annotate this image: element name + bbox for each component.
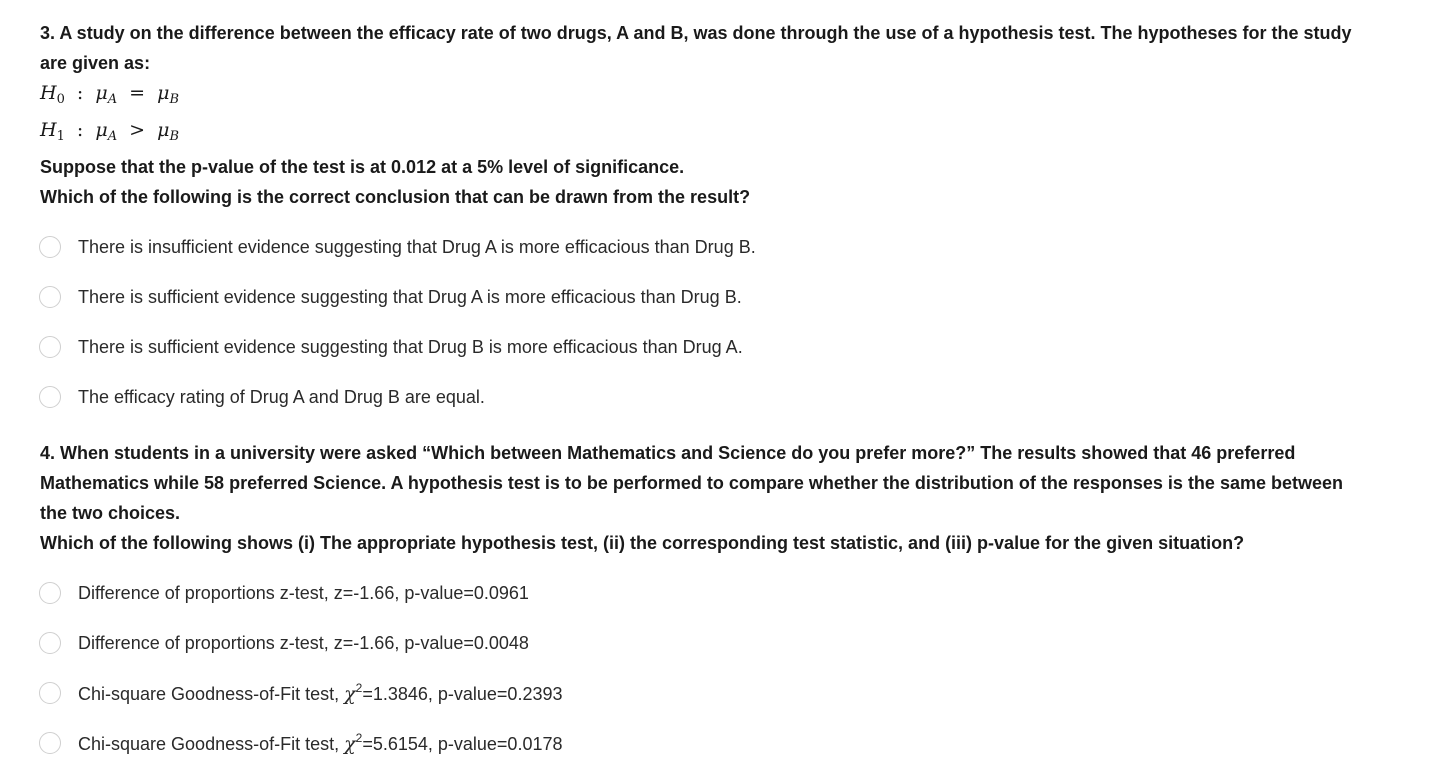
chi-symbol: χ <box>344 733 356 755</box>
question-3 <box>40 18 1435 422</box>
option-text-rest: =5.6154, p-value=0.0178 <box>362 734 563 754</box>
option-text-rest: =1.3846, p-value=0.2393 <box>362 684 563 704</box>
question-4-text-line-1: 4. When students in a university were asked “Which between Mathematics and Science do you prefer more?” The results showed that 46 preferred <box>40 443 1296 463</box>
option-text: Difference of proportions z-test, z=-1.66, p-value=0.0048 <box>78 632 529 653</box>
h1-rhs: μ <box>157 119 170 141</box>
radio-button[interactable] <box>39 682 61 704</box>
option-label <box>78 681 562 705</box>
h1-lhs-subscript: A <box>107 129 118 144</box>
h0-rhs: μ <box>157 82 170 104</box>
question-4-option-2[interactable] <box>40 618 1435 668</box>
h1-operator: > <box>129 119 146 141</box>
h1-symbol: H <box>40 119 57 141</box>
h1-lhs: μ <box>95 119 108 141</box>
option-text: Chi-square Goodness-of-Fit test, <box>78 734 345 754</box>
h0-operator: = <box>129 82 146 104</box>
h1-rhs-subscript: B <box>169 129 180 144</box>
option-label: There is sufficient evidence suggesting that Drug A is more efficacious than Drug B. <box>78 286 742 307</box>
radio-button[interactable] <box>39 236 61 258</box>
radio-button[interactable] <box>39 386 61 408</box>
option-text: Difference of proportions z-test, z=-1.66, p-value=0.0961 <box>78 582 529 603</box>
radio-button[interactable] <box>39 732 61 754</box>
question-3-text-line-1: 3. A study on the difference between the efficacy rate of two drugs, A and B, was done through the use of a hypothesis test. The hypotheses for the study <box>40 23 1352 43</box>
option-label <box>78 731 562 755</box>
option-label: The efficacy rating of Drug A and Drug B are equal. <box>78 386 485 407</box>
question-4 <box>40 438 1435 768</box>
alternative-hypothesis: $H_1$ : $\mu_A > \mu_B$ <box>40 119 180 144</box>
question-3-option-2[interactable] <box>40 272 1435 322</box>
radio-button[interactable] <box>39 582 61 604</box>
question-4-text-line-2: Mathematics while 58 preferred Science. A hypothesis test is to be performed to compare whether the distribution of the responses is the same between <box>40 473 1343 493</box>
option-label: There is insufficient evidence suggesting that Drug A is more efficacious than Drug B. <box>78 236 756 257</box>
option-text: Chi-square Goodness-of-Fit test, <box>78 684 345 704</box>
question-3-text-line-2: are given as: <box>40 53 151 73</box>
option-label: There is sufficient evidence suggesting that Drug B is more efficacious than Drug A. <box>78 336 743 357</box>
question-3-option-1[interactable] <box>40 222 1435 272</box>
question-4-option-1[interactable] <box>40 568 1435 618</box>
chi-symbol: χ <box>344 683 356 705</box>
option-label <box>78 633 529 654</box>
question-3-ask-line: Which of the following is the correct conclusion that can be drawn from the result? <box>40 187 751 207</box>
chi-superscript: 2 <box>355 681 363 695</box>
h0-symbol: H <box>40 82 57 104</box>
question-3-pvalue-line: Suppose that the p-value of the test is at 0.012 at a 5% level of significance. <box>40 157 685 177</box>
h0-rhs-subscript: B <box>169 92 180 107</box>
option-label <box>78 583 529 604</box>
null-hypothesis: $H_0$ : $\mu_A = \mu_B$ <box>40 82 180 107</box>
h0-subscript: 0 <box>56 92 65 107</box>
question-3-option-3[interactable] <box>40 322 1435 372</box>
radio-button[interactable] <box>39 336 61 358</box>
question-4-options <box>40 568 1435 768</box>
h0-lhs-subscript: A <box>107 92 118 107</box>
question-4-ask-line: Which of the following shows (i) The appropriate hypothesis test, (ii) the corresponding test statistic, and (iii) p-value for the given situation? <box>40 533 1245 553</box>
h1-subscript: 1 <box>56 129 65 144</box>
radio-button[interactable] <box>39 632 61 654</box>
chi-superscript: 2 <box>355 731 363 745</box>
question-4-text-line-3: the two choices. <box>40 503 181 523</box>
radio-button[interactable] <box>39 286 61 308</box>
question-3-option-4[interactable] <box>40 372 1435 422</box>
question-4-option-3[interactable] <box>40 668 1435 718</box>
question-4-option-4[interactable] <box>40 718 1435 768</box>
h0-lhs: μ <box>95 82 108 104</box>
question-3-options <box>40 222 1435 422</box>
